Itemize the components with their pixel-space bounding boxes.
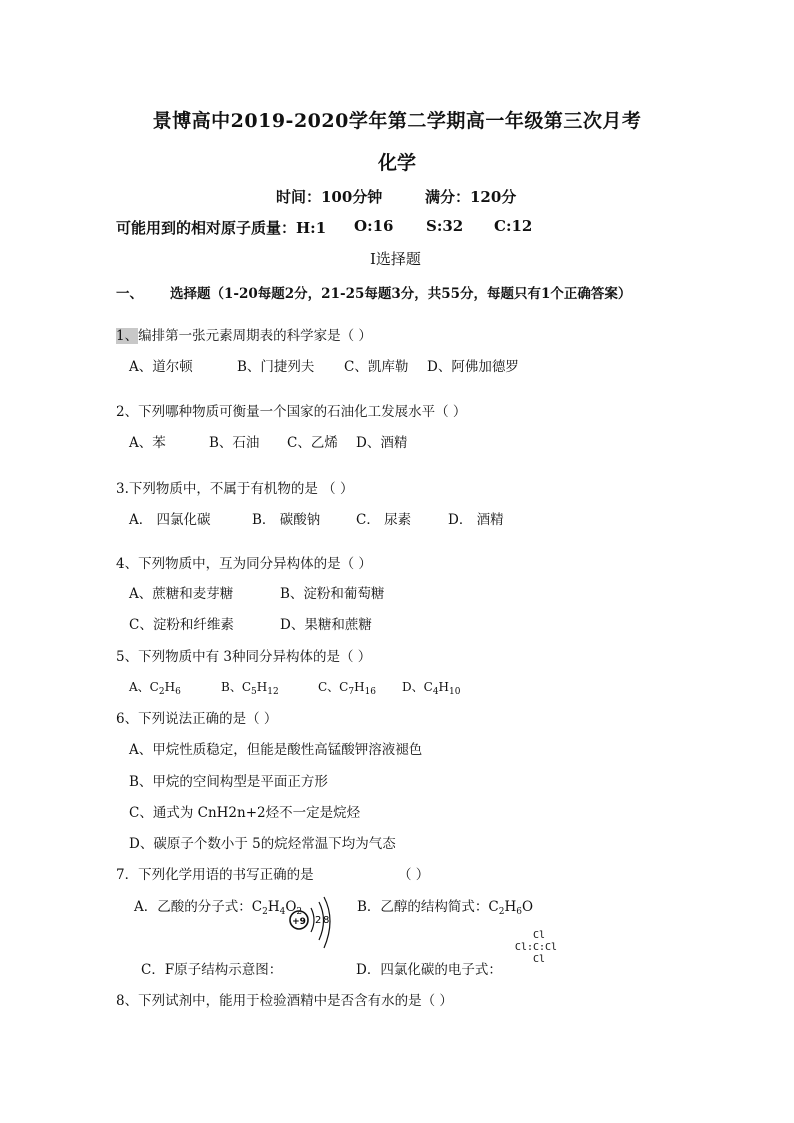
q2-option-c: C、乙烯 [287,435,338,451]
q3-option-b: B． 碳酸钠 [252,512,321,528]
q6-option-b: B、甲烷的空间构型是平面正方形 [129,774,328,790]
cl-middle: Cl:C:Cl [514,942,558,953]
question-8: 8、下列试剂中，能用于检验酒精中是否含有水的是（ ） [116,993,453,1009]
mass-o: O:16 [354,217,394,235]
q1-option-c: C、凯库勒 [344,359,409,375]
shell-1-electrons: 2 [315,915,322,926]
fluorine-atom-diagram [286,896,342,954]
q4-option-d: D、果糖和蔗糖 [280,617,372,633]
question-7: 7．下列化学用语的书写正确的是 [116,867,314,883]
q1-option-d: D、阿佛加德罗 [427,359,519,375]
mass-s: S:32 [426,217,464,235]
q5-option-d: D、$C_4H_{10}$ [402,680,461,697]
question-4: 4、下列物质中，互为同分异构体的是（ ） [116,556,372,572]
question-5: 5、下列物质中有 3种同分异构体的是（ ） [116,649,372,665]
subject-title: 化学 [377,152,416,174]
question-7-paren: （ ） [398,867,430,883]
q2-option-b: B、石油 [209,435,260,451]
question-1-text: 编排第一张元素周期表的科学家是（ ） [138,328,372,344]
mass-c: C:12 [494,217,533,235]
question-6: 6、下列说法正确的是（ ） [116,711,278,727]
question-1 [116,324,372,344]
question-1-number: 1、 [116,328,139,344]
q2-option-d: D、酒精 [356,435,408,451]
q7-option-c: C．F原子结构示意图： [141,962,283,978]
full-score: 满分：120分 [425,188,517,206]
q3-option-c: C． 尿素 [356,512,412,528]
q2-option-a: A、苯 [129,435,166,451]
q5-option-b: B、$C_5H_{12}$ [221,680,279,697]
q1-option-b: B、门捷列夫 [237,359,315,375]
shell-2-electrons: 8 [323,915,330,926]
q4-option-a: A、蔗糖和麦芽糖 [129,586,234,602]
q7-option-a: A．乙酸的分子式：$C_2H_4O_2$ [134,899,303,917]
q6-option-c: C、通式为 CnH2n+2烃不一定是烷烃 [129,805,361,821]
q6-option-d: D、碳原子个数小于 5的烷烃常温下均为气态 [129,836,396,852]
question-3: 3.下列物质中，不属于有机物的是 （ ） [116,481,354,497]
q4-option-c: C、淀粉和纤维素 [129,617,234,633]
section-heading: Ⅰ选择题 [370,250,421,268]
atomic-mass-label: 可能用到的相对原子质量：H:1 [116,219,327,237]
q1-option-a: A、道尔顿 [129,359,193,375]
ccl4-electron-formula [514,930,561,966]
q6-option-a: A、甲烷性质稳定，但能是酸性高锰酸钾溶液褪色 [129,742,423,758]
cl-bottom: Cl [532,954,546,965]
q5-option-c: C、$C_7H_{16}$ [318,680,377,697]
section-instruction: 选择题（1-20每题2分，21-25每题3分，共55分，每题只有1个正确答案） [170,286,632,302]
exam-title: 景博高中2019-2020学年第二学期高一年级第三次月考 [152,110,642,132]
q3-option-a: A． 四氯化碳 [129,512,211,528]
q7-option-d: D．四氯化碳的电子式： [356,962,502,978]
shell-1 [311,908,314,932]
q4-option-b: B、淀粉和葡萄糖 [280,586,385,602]
q7-option-b: B．乙醇的结构简式：$C_2H_6O$ [357,899,534,917]
question-2: 2、下列哪种物质可衡量一个国家的石油化工发展水平（ ） [116,404,467,420]
q3-option-d: D． 酒精 [448,512,504,528]
section-number: 一、 [116,286,143,302]
q5-option-a: A、$C_2H_6$ [129,680,181,697]
nucleus-charge: +9 [292,917,306,927]
cl-top: Cl [532,930,546,941]
exam-time: 时间：100分钟 [276,188,383,206]
